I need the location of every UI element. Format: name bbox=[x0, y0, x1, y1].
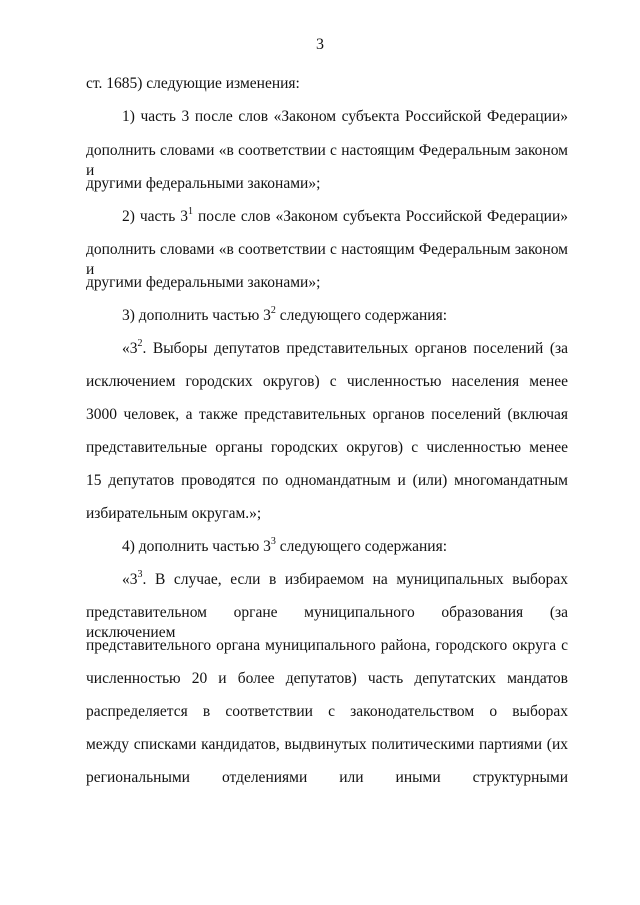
text-line: избирательным округам.»; bbox=[86, 505, 262, 522]
text-line: исключением городских округов) с численностью населения менее bbox=[86, 373, 568, 390]
superscript: 1 bbox=[188, 205, 193, 217]
text-fragment: . В случае, если в избираемом на муниципальных выборах bbox=[142, 571, 568, 588]
text-line: региональными отделениями или иными структурными bbox=[86, 769, 568, 786]
quoted-paragraph-start bbox=[122, 570, 568, 590]
text-fragment: 2) часть 3 bbox=[122, 208, 188, 225]
text-line: 3000 человек, а также представительных органов поселений (включая bbox=[86, 406, 568, 423]
text-line: дополнить словами «в соответствии с настоящим Федеральным законом и bbox=[86, 241, 568, 278]
text-line: 15 депутатов проводятся по одномандатным и (или) многомандатным bbox=[86, 472, 568, 489]
text-line: дополнить словами «в соответствии с настоящим Федеральным законом и bbox=[86, 142, 568, 179]
superscript: 3 bbox=[137, 568, 143, 580]
text-fragment: следующего содержания: bbox=[275, 538, 448, 555]
superscript: 3 bbox=[270, 535, 276, 547]
text-fragment: следующего содержания: bbox=[275, 307, 448, 324]
text-line: представительные органы городских округов) с численностью менее bbox=[86, 439, 568, 456]
text-fragment: . Выборы депутатов представительных органов поселений (за bbox=[142, 340, 568, 357]
quoted-paragraph-start bbox=[122, 339, 568, 359]
text-line: представительном органе муниципального образования (за исключением bbox=[86, 604, 568, 641]
page-number: 3 bbox=[316, 36, 324, 53]
superscript: 2 bbox=[137, 337, 143, 349]
text-fragment: 4) дополнить частью 3 bbox=[122, 538, 271, 555]
list-item-2 bbox=[122, 207, 568, 227]
text-line: другими федеральными законами»; bbox=[86, 175, 321, 192]
text-line: ст. 1685) следующие изменения: bbox=[86, 75, 300, 92]
list-item-3 bbox=[122, 306, 568, 326]
text-fragment: после слов «Законом субъекта Российской Федерации» bbox=[193, 208, 568, 225]
superscript: 2 bbox=[270, 304, 276, 316]
text-line: между списками кандидатов, выдвинутых политическими партиями (их bbox=[86, 736, 568, 753]
text-fragment: «3 bbox=[122, 571, 138, 588]
list-item-4 bbox=[122, 537, 568, 557]
text-line: численностью 20 и более депутатов) часть депутатских мандатов bbox=[86, 670, 568, 687]
text-fragment: «3 bbox=[122, 340, 138, 357]
text-line: распределяется в соответствии с законодательством о выборах bbox=[86, 703, 568, 720]
text-fragment: 3) дополнить частью 3 bbox=[122, 307, 271, 324]
list-item-1: 1) часть 3 после слов «Законом субъекта Российской Федерации» bbox=[122, 108, 568, 125]
text-line: представительного органа муниципального района, городского округа с bbox=[86, 637, 568, 654]
text-line: другими федеральными законами»; bbox=[86, 274, 321, 291]
